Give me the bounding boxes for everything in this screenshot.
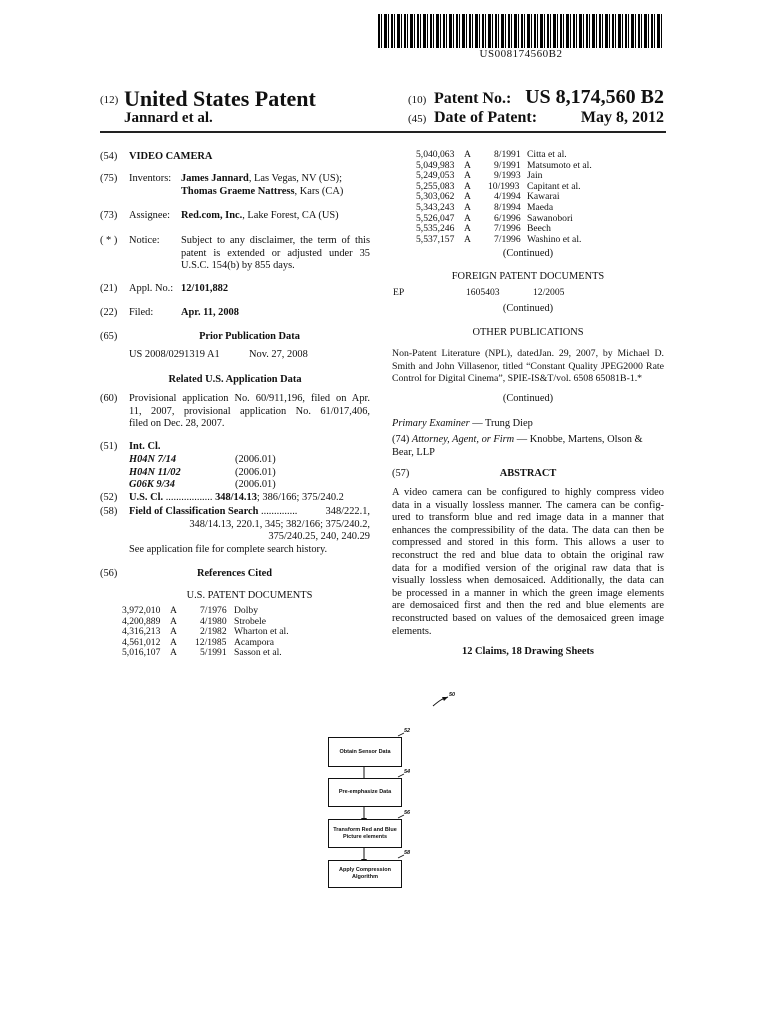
claims-summary: 12 Claims, 18 Drawing Sheets bbox=[462, 646, 594, 657]
barcode-number: US008174560B2 bbox=[479, 48, 563, 60]
other-pubs-heading: OTHER PUBLICATIONS bbox=[472, 327, 584, 338]
assignee-label: Assignee: bbox=[129, 210, 170, 221]
flowchart-step: Obtain Sensor Data bbox=[328, 737, 402, 767]
code-10: (10) bbox=[408, 94, 427, 106]
flowchart-step: Pre-emphasize Data bbox=[328, 778, 402, 807]
code-45: (45) bbox=[408, 113, 427, 125]
appl-label: Appl. No.: bbox=[129, 283, 174, 294]
flowchart-figure bbox=[300, 690, 480, 890]
barcode bbox=[378, 14, 664, 48]
code-12: (12) bbox=[100, 94, 119, 106]
step-ref: 54 bbox=[404, 769, 411, 775]
references-heading: References Cited bbox=[196, 568, 273, 579]
reference-row: 5,049,983 A 9/1991 Matsumoto et al. bbox=[416, 159, 592, 171]
intcl-table bbox=[129, 454, 329, 492]
code-65: (65) bbox=[100, 331, 118, 342]
continued-3: (Continued) bbox=[502, 393, 554, 404]
foreign-docs-table bbox=[393, 288, 665, 299]
intcl-label: Int. Cl. bbox=[129, 441, 161, 452]
primary-examiner: Primary Examiner — Trung Diep bbox=[392, 418, 533, 429]
reference-row: 5,343,243 A 8/1994 Maeda bbox=[416, 201, 554, 213]
code-notice: ( * ) bbox=[100, 235, 118, 246]
code-57: (57) bbox=[392, 468, 410, 479]
prior-pub-date: Nov. 27, 2008 bbox=[249, 349, 308, 360]
step-ref: 56 bbox=[404, 810, 411, 816]
code-73: (73) bbox=[100, 210, 118, 221]
other-pubs-text: Non-Patent Literature (NPL), datedJan. 29, 2007, by Michael D. Smith and John Villasenor, titled “Constant Quality JPEG2000 Rate Control for Digital Cinema”, SPIE-IS&T/vol. 6508 65081B-1.* bbox=[392, 348, 664, 385]
reference-row: 4,316,213 A 2/1982 Wharton et al. bbox=[122, 626, 289, 638]
patent-number: US 8,174,560 B2 bbox=[525, 86, 664, 108]
reference-row: 4,561,012 A 12/1985 Acampora bbox=[122, 636, 274, 648]
reference-row: 5,040,063 A 8/1991 Citta et al. bbox=[416, 149, 567, 160]
prior-pub-number: US 2008/0291319 A1 bbox=[129, 349, 220, 360]
assignee: Red.com, Inc., Lake Forest, CA (US) bbox=[181, 210, 339, 221]
us-references-table bbox=[122, 606, 322, 659]
reference-row: 4,200,889 A 4/1980 Strobele bbox=[122, 615, 266, 627]
reference-row: 5,016,107 A 5/1991 Sasson et al. bbox=[122, 647, 282, 659]
inventor-2: Thomas Graeme Nattress, Kars (CA) bbox=[181, 186, 344, 197]
step-ref: 52 bbox=[404, 728, 411, 734]
field-classification: Field of Classification Search .............. 348/222.1, 348/14.13, 220.1, 345; 382/166; 375/240.2, 375/240.25, 240, 240.29 See application file for complete search history. bbox=[129, 506, 370, 555]
notice-text: Subject to any disclaimer, the term of this patent is extended or adjusted under 35 U.S.C. 154(b) by 855 days. bbox=[181, 235, 370, 272]
step-ref: 58 bbox=[404, 850, 411, 856]
foreign-doc-row: EP 1605403 12/2005 bbox=[393, 287, 565, 298]
reference-row: 5,526,047 A 6/1996 Sawanobori bbox=[416, 212, 573, 224]
intcl-row: G06K 9/34 (2006.01) bbox=[129, 479, 276, 491]
code-21: (21) bbox=[100, 283, 118, 294]
us-references-table-continued bbox=[416, 150, 616, 245]
code-75: (75) bbox=[100, 173, 118, 184]
provisional-text: Provisional application No. 60/911,196, filed on Apr. 11, 2007, provisional application No. 61/017,406, filed on Dec. 28, 2007. bbox=[129, 393, 370, 430]
reference-row: 5,255,083 A 10/1993 Capitant et al. bbox=[416, 180, 581, 192]
intcl-row: H04N 11/02 (2006.01) bbox=[129, 466, 276, 478]
invention-title: VIDEO CAMERA bbox=[129, 151, 213, 162]
prior-pub-heading: Prior Publication Data bbox=[199, 331, 300, 342]
attorney: (74) Attorney, Agent, or Firm — Knobbe, Martens, Olson & Bear, LLP bbox=[392, 434, 643, 458]
patent-date: May 8, 2012 bbox=[580, 109, 664, 126]
notice-label: Notice: bbox=[129, 235, 160, 246]
reference-row: 5,249,053 A 9/1993 Jain bbox=[416, 170, 543, 182]
flowchart-step: Transform Red and Blue Picture elements bbox=[328, 819, 402, 848]
code-58: (58) bbox=[100, 506, 118, 517]
date-label: Date of Patent: bbox=[434, 109, 538, 126]
filed-label: Filed: bbox=[129, 307, 154, 318]
intcl-row: H04N 7/14 (2006.01) bbox=[129, 454, 276, 465]
inventor-short: Jannard et al. bbox=[124, 110, 213, 126]
us-classification: U.S. Cl. .................. 348/14.13; 386/166; 375/240.2 bbox=[129, 492, 344, 503]
inventor-1: James Jannard, Las Vegas, NV (US); bbox=[181, 173, 342, 184]
reference-row: 5,535,246 A 7/1996 Beech bbox=[416, 223, 551, 235]
abstract-text: A video camera can be configured to highly compress video data in a visually lossless manner. The camera can be config- ured to transform blue and red image data in a manner that enhances the compressibility of the data. The data can then be compressed and stored in this form. This allows a user to reconstruct the red and blue data to obtain the original raw data for a modified version of the original raw data that is visually lossless when demosaiced. Additionally, the data can be processed in a manner in which the green image elements are demosaiced first and then the red and blue elements are reconstructed based on values of the demosaiced green image elements. bbox=[392, 487, 664, 637]
continued-1: (Continued) bbox=[502, 248, 554, 259]
document-type: United States Patent bbox=[124, 86, 316, 111]
abstract-heading: ABSTRACT bbox=[499, 468, 557, 479]
code-56: (56) bbox=[100, 568, 118, 579]
continued-2: (Continued) bbox=[502, 303, 554, 314]
reference-row: 3,972,010 A 7/1976 Dolby bbox=[122, 605, 258, 616]
inventors-label: Inventors: bbox=[129, 173, 172, 184]
code-51: (51) bbox=[100, 441, 118, 452]
related-heading: Related U.S. Application Data bbox=[168, 374, 302, 385]
figure-ref: 50 bbox=[449, 692, 456, 698]
us-patent-docs-heading: U.S. PATENT DOCUMENTS bbox=[186, 590, 313, 601]
reference-row: 5,537,157 A 7/1996 Washino et al. bbox=[416, 233, 582, 245]
code-60: (60) bbox=[100, 393, 118, 404]
reference-row: 5,303,062 A 4/1994 Kawarai bbox=[416, 191, 560, 203]
code-52: (52) bbox=[100, 492, 118, 503]
flowchart-step: Apply Compression Algorithm bbox=[328, 860, 402, 888]
filed-date: Apr. 11, 2008 bbox=[181, 307, 239, 318]
patent-number-label: Patent No.: bbox=[434, 90, 512, 107]
code-22: (22) bbox=[100, 307, 118, 318]
foreign-docs-heading: FOREIGN PATENT DOCUMENTS bbox=[451, 271, 605, 282]
appl-number: 12/101,882 bbox=[181, 283, 229, 294]
code-54: (54) bbox=[100, 151, 118, 162]
header-rule bbox=[100, 131, 666, 133]
